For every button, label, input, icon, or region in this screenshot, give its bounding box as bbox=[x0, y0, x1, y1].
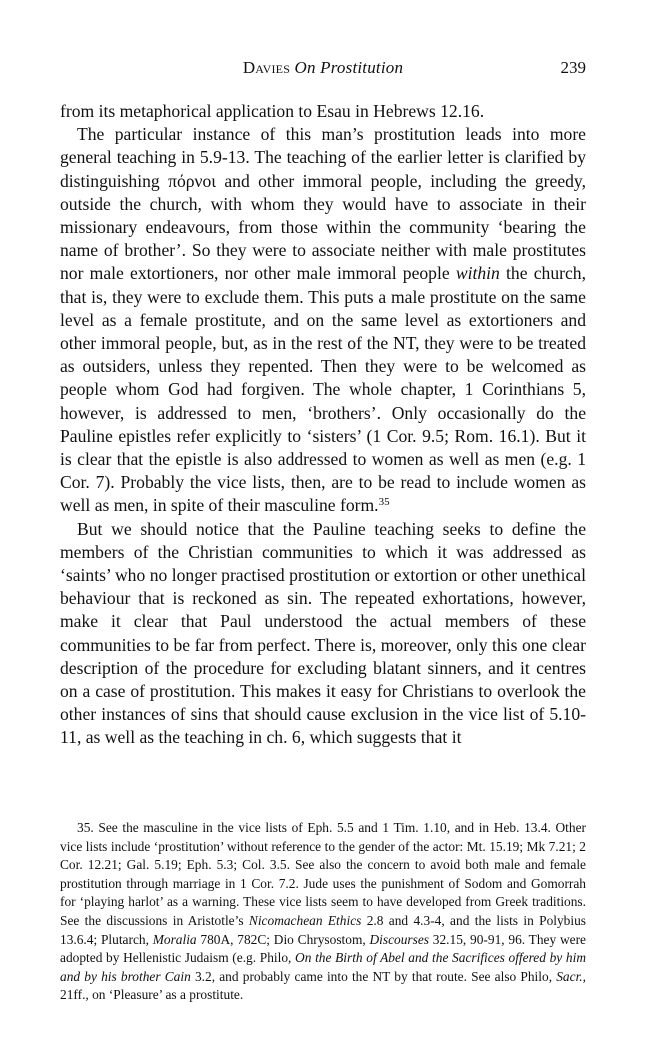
header-work: On Prostitution bbox=[294, 58, 404, 77]
footnote-reference[interactable]: 35 bbox=[378, 496, 390, 509]
footnote-part-d: 32.15, 90-91, 96. They were adopted by Hellenistic Judaism (e.g. Philo, bbox=[60, 931, 586, 966]
main-text bbox=[60, 100, 586, 750]
greek-word: πόρνοι bbox=[168, 170, 217, 191]
footnote-part-f: , 21ff., on ‘Pleasure’ as a prostitute. bbox=[60, 968, 587, 1003]
footnote-part-e: 3.2, and probably came into the NT by that route. See also Philo, bbox=[190, 968, 557, 984]
emphasis-within: within bbox=[455, 263, 500, 284]
footnote-part-a: 35. See the masculine in the vice lists of Eph. 5.5 and 1 Tim. 1.10, and in Heb. 13.4. Other vice lists include ‘prostitution’ without reference to the gender of the actor: Mt. 15.19; Mk 7.21; 2 Cor. 12.21; Gal. 5.19; Eph. 5.3; Col. 3.5. See also the concern to avoid both male and female prostitution through marriage in 1 Cor. 7.2. Jude uses the punishment of Sodom and Gomorrah for ‘playing harlot’ as a warning. These vice lists seem to have developed from Greek traditions. See the discussions in Aristotle’s bbox=[60, 820, 586, 928]
paragraph-2-part-b: and other immoral people, including the greedy, outside the church, with whom they would have to associate in their missionary endeavours, from those within the community ‘bearing the name of brother’. So they were to associate neither with male prostitutes nor male extortioners, nor other male immoral people bbox=[60, 170, 586, 284]
title-discourses: Discourses bbox=[369, 931, 430, 947]
footnote-part-b: 2.8 and 4.3-4, and the lists in Polybius 13.6.4; Plutarch, bbox=[60, 912, 586, 947]
title-moralia: Moralia bbox=[152, 931, 197, 947]
title-sacr: Sacr. bbox=[556, 968, 583, 984]
paragraph-3: But we should notice that the Pauline teaching seeks to define the members of the Christian communities to which it was addressed as ‘saints’ who no longer practised prostitution or extortion or other unethical behaviour that is reckoned as sin. The repeated exhortations, however, make it clear that Paul understood the actual members of these communities to be far from perfect. There is, moreover, only this one clear description of the procedure for excluding blatant sinners, and it centres on a case of prostitution. This makes it easy for Christians to overlook the other instances of sins that should cause exclusion in the vice list of 5.10-11, as well as the teaching in ch. 6, which suggests that it bbox=[60, 518, 586, 748]
paragraph-2 bbox=[60, 123, 586, 517]
footnote-35 bbox=[60, 819, 586, 1005]
paragraph-1: from its metaphorical application to Esau in Hebrews 12.16. bbox=[60, 101, 485, 121]
page-number: 239 bbox=[560, 58, 586, 77]
header-author: Davies bbox=[242, 58, 291, 77]
title-nicomachean-ethics: Nicomachean Ethics bbox=[248, 912, 362, 928]
running-header bbox=[60, 58, 586, 80]
footnotes bbox=[60, 819, 586, 1005]
running-title bbox=[60, 58, 586, 78]
title-birth-of-abel: On the Birth of Abel and the Sacrifices offered by him and by his brother Cain bbox=[60, 950, 586, 984]
paragraph-2-part-a: The particular instance of this man’s prostitution leads into more general teaching in 5.9-13. The teaching of the earlier letter is clarified by distinguishing bbox=[60, 124, 586, 191]
footnote-part-c: 780A, 782C; Dio Chrysostom, bbox=[196, 931, 370, 947]
paragraph-2-part-c: the church, that is, they were to exclude them. This puts a male prostitute on the same level as a female prostitute, and on the same level as extortioners and other immoral people, but, as in the rest of the NT, they were to be treated as outsiders, unless they repented. Then they were to be welcomed as people whom God had forgiven. The whole chapter, 1 Corinthians 5, however, is addressed to men, ‘brothers’. Only occasionally do the Pauline epistles refer explicitly to ‘sisters’ (1 Cor. 9.5; Rom. 16.1). But it is clear that the epistle is also addressed to women as well as men (e.g. 1 Cor. 7). Probably the vice lists, then, are to be read to include women as well as men, in spite of their masculine form. bbox=[60, 263, 586, 516]
